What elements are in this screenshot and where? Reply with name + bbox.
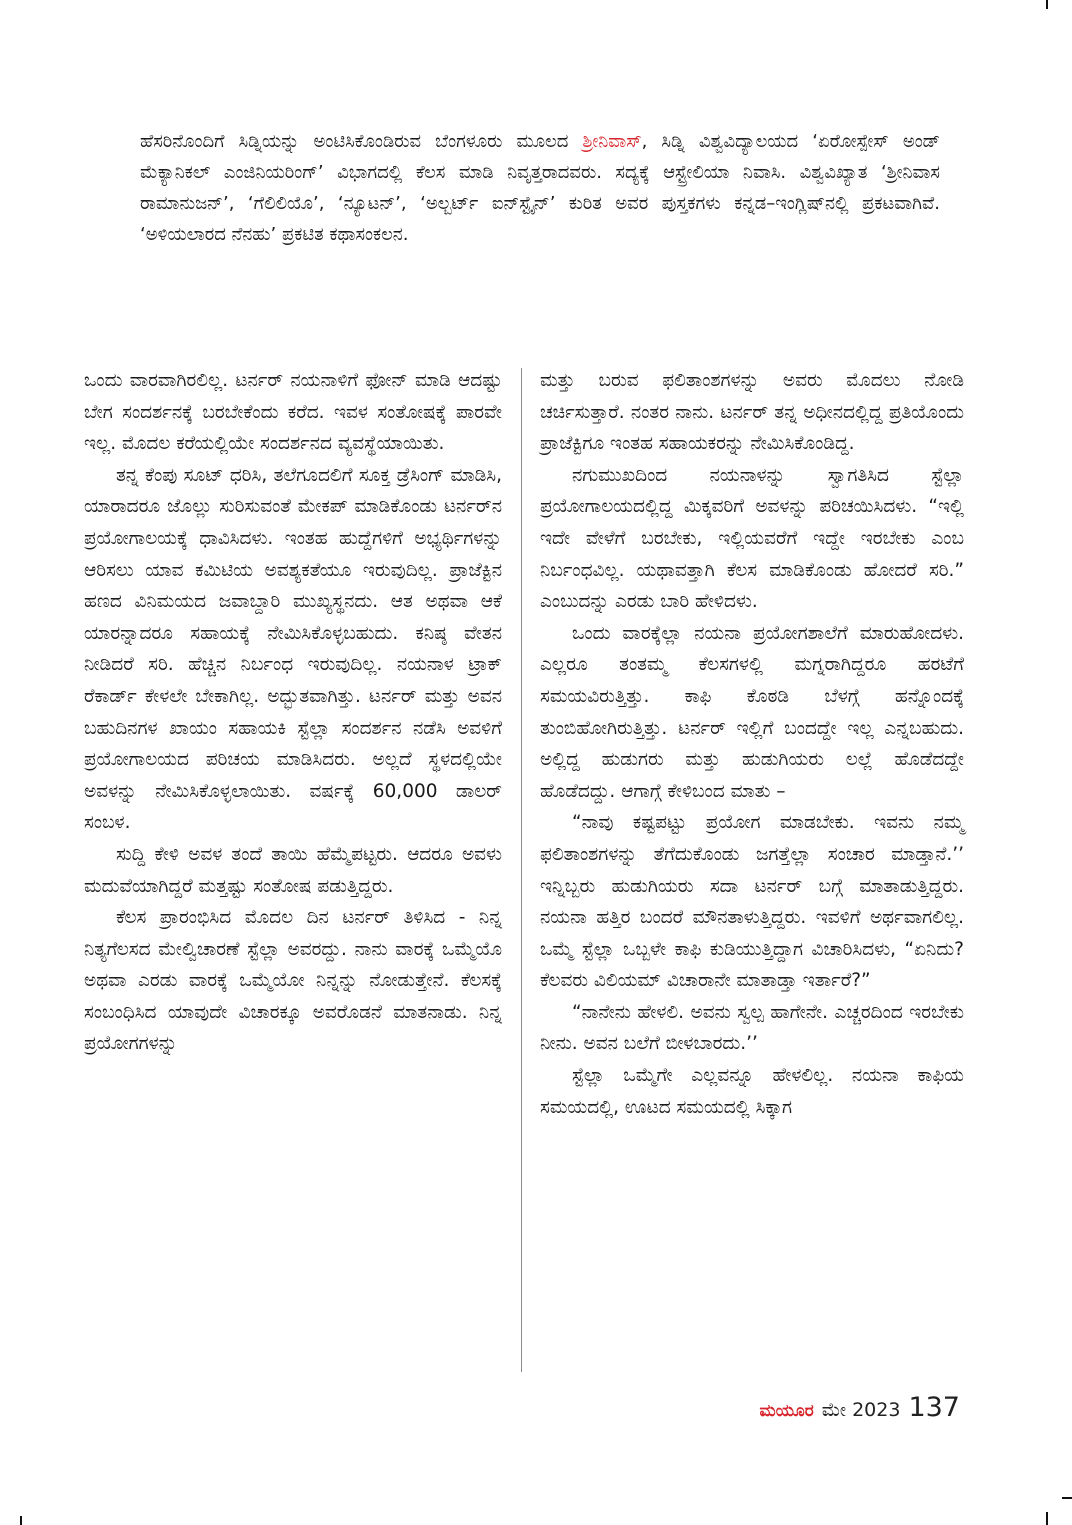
story-column-left xyxy=(84,365,502,1060)
crop-mark-bottom-right-v xyxy=(1046,1512,1048,1525)
magazine-logo: ಮಯೂರ xyxy=(759,1401,814,1421)
paragraph: “ನಾನೇನು ಹೇಳಲಿ. ಅವನು ಸ್ವಲ್ಪ ಹಾಗೇನೇ. ಎಚ್ಚರದಿಂದ ಇರಬೇಕು ನೀನು. ಅವನ ಬಲೆಗೆ ಬೀಳಬಾರದು.’’ xyxy=(540,1001,964,1055)
paragraph: ಸ್ಟೆಲ್ಲಾ ಒಮ್ಮೆಗೇ ಎಲ್ಲವನ್ನೂ ಹೇಳಲಿಲ್ಲ. ನಯನಾ ಕಾಫಿಯ ಸಮಯದಲ್ಲಿ, ಊಟದ ಸಮಯದಲ್ಲಿ ಸಿಕ್ಕಾಗ xyxy=(540,1065,964,1118)
paragraph: ಒಂದು ವಾರವಾಗಿರಲಿಲ್ಲ. ಟರ್ನರ್ ನಯನಾಳಿಗೆ ಫೋನ್ ಮಾಡಿ ಆದಷ್ಟು ಬೇಗ ಸಂದರ್ಶನಕ್ಕೆ ಬರಬೇಕೆಂದು ಕರೆದ. ಇವಳ ಸಂತೋಷಕ್ಕೆ ಪಾರವೇ ಇಲ್ಲ. ಮೊದಲ ಕರೆಯಲ್ಲಿಯೇ ಸಂದರ್ಶನದ ವ್ಯವಸ್ಥೆಯಾಯಿತು. xyxy=(84,370,502,455)
story-column-right xyxy=(540,365,964,1123)
paragraph: ನಗುಮುಖದಿಂದ ನಯನಾಳನ್ನು ಸ್ವಾಗತಿಸಿದ ಸ್ಟೆಲ್ಲಾ ಪ್ರಯೋಗಾಲಯದಲ್ಲಿದ್ದ ಮಿಕ್ಕವರಿಗೆ ಅವಳನ್ನು ಪರಿಚಯಿಸಿದಳು. “ಇಲ್ಲಿ ಇದೇ ವೇಳೆಗೆ ಬರಬೇಕು, ಇಲ್ಲಿಯವರೆಗೆ ಇದ್ದೇ ಇರಬೇಕು ಎಂಬ ನಿರ್ಬಂಧವಿಲ್ಲ. ಯಥಾವತ್ತಾಗಿ ಕೆಲಸ ಮಾಡಿಕೊಂಡು ಹೋದರೆ ಸರಿ.” ಎಂಬುದನ್ನು ಎರಡು ಬಾರಿ ಹೇಳಿದಳು. xyxy=(540,464,964,613)
crop-mark-bottom-left xyxy=(20,1516,22,1525)
crop-mark-top-right xyxy=(1046,0,1048,9)
paragraph: ತನ್ನ ಕೆಂಪು ಸೂಟ್ ಧರಿಸಿ, ತಲೆಗೂದಲಿಗೆ ಸೂಕ್ತ ಡ್ರೆಸಿಂಗ್ ಮಾಡಿಸಿ, ಯಾರಾದರೂ ಜೊಲ್ಲು ಸುರಿಸುವಂತೆ ಮೇಕಪ್ ಮಾಡಿಕೊಂಡು ಟರ್ನರ್‌ನ ಪ್ರಯೋಗಾಲಯಕ್ಕೆ ಧಾವಿಸಿದಳು. ಇಂತಹ ಹುದ್ದೆಗಳಿಗೆ ಅಭ್ಯರ್ಥಿಗಳನ್ನು ಆರಿಸಲು ಯಾವ ಕಮಿಟಿಯ ಅವಶ್ಯಕತೆಯೂ ಇರುವುದಿಲ್ಲ. ಪ್ರಾಜೆಕ್ಟಿನ ಹಣದ ವಿನಿಮಯದ ಜವಾಬ್ದಾರಿ ಮುಖ್ಯಸ್ಥನದು. ಆತ ಅಥವಾ ಆಕೆ ಯಾರನ್ನಾದರೂ ಸಹಾಯಕ್ಕೆ ನೇಮಿಸಿಕೊಳ್ಳಬಹುದು. ಕನಿಷ್ಠ ವೇತನ ನೀಡಿದರೆ ಸರಿ. ಹೆಚ್ಚಿನ ನಿರ್ಬಂಧ ಇರುವುದಿಲ್ಲ. ನಯನಾಳ ಟ್ರಾಕ್ ರೆಕಾರ್ಡ್ ಕೇಳಲೇ ಬೇಕಾಗಿಲ್ಲ. ಅದ್ಭುತವಾಗಿತ್ತು. ಟರ್ನರ್ ಮತ್ತು ಅವನ ಬಹುದಿನಗಳ ಖಾಯಂ ಸಹಾಯಕಿ ಸ್ಟೆಲ್ಲಾ ಸಂದರ್ಶನ ನಡೆಸಿ ಅವಳಿಗೆ ಪ್ರಯೋಗಾಲಯದ ಪರಿಚಯ ಮಾಡಿಸಿದರು. ಅಲ್ಲದೆ ಸ್ಥಳದಲ್ಲಿಯೇ ಅವಳನ್ನು ನೇಮಿಸಿಕೊಳ್ಳಲಾಯಿತು. ವರ್ಷಕ್ಕೆ 60,000 ಡಾಲರ್ ಸಂಬಳ. xyxy=(84,464,502,834)
page-number: 137 xyxy=(908,1392,960,1423)
paragraph: ಮತ್ತು ಬರುವ ಫಲಿತಾಂಶಗಳನ್ನು ಅವರು ಮೊದಲು ನೋಡಿ ಚರ್ಚಿಸುತ್ತಾರೆ. ನಂತರ ನಾನು. ಟರ್ನರ್ ತನ್ನ ಅಧೀನದಲ್ಲಿದ್ದ ಪ್ರತಿಯೊಂದು ಪ್ರಾಜೆಕ್ಟಿಗೂ ಇಂತಹ ಸಹಾಯಕರನ್ನು ನೇಮಿಸಿಕೊಂಡಿದ್ದ. xyxy=(540,370,964,455)
paragraph: ಸುದ್ದಿ ಕೇಳಿ ಅವಳ ತಂದೆ ತಾಯಿ ಹೆಮ್ಮೆಪಟ್ಟರು. ಆದರೂ ಅವಳು ಮದುವೆಯಾಗಿದ್ದರೆ ಮತ್ತಷ್ಟು ಸಂತೋಷ ಪಡುತ್ತಿದ್ದರು. xyxy=(84,843,502,897)
author-name: ಶ್ರೀನಿವಾಸ್ xyxy=(582,131,642,152)
page-footer xyxy=(760,1392,960,1423)
bio-text-start: ಹೆಸರಿನೊಂದಿಗೆ ಸಿಡ್ನಿಯನ್ನು ಅಂಟಿಸಿಕೊಂಡಿರುವ ಬೆಂಗಳೂರು ಮೂಲದ xyxy=(140,131,583,152)
column-divider xyxy=(521,368,522,1372)
paragraph: “ನಾವು ಕಷ್ಟಪಟ್ಟು ಪ್ರಯೋಗ ಮಾಡಬೇಕು. ಇವನು ನಮ್ಮ ಫಲಿತಾಂಶಗಳನ್ನು ತೆಗೆದುಕೊಂಡು ಜಗತ್ತೆಲ್ಲಾ ಸಂಚಾರ ಮಾಡ್ತಾನೆ.’’ ಇನ್ನಿಬ್ಬರು ಹುಡುಗಿಯರು ಸದಾ ಟರ್ನರ್ ಬಗ್ಗೆ ಮಾತಾಡುತ್ತಿದ್ದರು. ನಯನಾ ಹತ್ತಿರ ಬಂದರೆ ಮೌನತಾಳುತ್ತಿದ್ದರು. ಇವಳಿಗೆ ಅರ್ಥವಾಗಲಿಲ್ಲ. ಒಮ್ಮೆ ಸ್ಟೆಲ್ಲಾ ಒಬ್ಬಳೇ ಕಾಫಿ ಕುಡಿಯುತ್ತಿದ್ದಾಗ ವಿಚಾರಿಸಿದಳು, “ಏನಿದು? ಕೆಲವರು ವಿಲಿಯಮ್ ವಿಚಾರಾನೇ ಮಾತಾಡ್ತಾ ಇರ್ತಾರೆ?” xyxy=(540,812,964,992)
bio-text-rest: , ಸಿಡ್ನಿ ವಿಶ್ವವಿದ್ಯಾಲಯದ ‘ಏರೋಸ್ಪೇಸ್ ಅಂಡ್ ಮೆಕ್ಯಾನಿಕಲ್ ಎಂಜಿನಿಯರಿಂಗ್’ ವಿಭಾಗದಲ್ಲಿ ಕೆಲಸ ಮಾಡಿ ನಿವೃತ್ತರಾದವರು. ಸದ್ಯಕ್ಕೆ ಆಸ್ಟ್ರೇಲಿಯಾ ನಿವಾಸಿ. ವಿಶ್ವವಿಖ್ಯಾತ ‘ಶ್ರೀನಿವಾಸ ರಾಮಾನುಜನ್’, ‘ಗೆಲಿಲಿಯೊ’, ‘ನ್ಯೂಟನ್’, ‘ಅಲ್ಬರ್ಟ್ ಐನ್‌ಸ್ಟೈನ್’ ಕುರಿತ ಅವರ ಪುಸ್ತಕಗಳು ಕನ್ನಡ–ಇಂಗ್ಲಿಷ್‌ನಲ್ಲಿ ಪ್ರಕಟವಾಗಿವೆ. ‘ಅಳಿಯಲಾರದ ನೆನಹು’ ಪ್ರಕಟಿತ ಕಥಾಸಂಕಲನ. xyxy=(140,131,940,245)
paragraph: ಒಂದು ವಾರಕ್ಕೆಲ್ಲಾ ನಯನಾ ಪ್ರಯೋಗಶಾಲೆಗೆ ಮಾರುಹೋದಳು. ಎಲ್ಲರೂ ತಂತಮ್ಮ ಕೆಲಸಗಳಲ್ಲಿ ಮಗ್ನರಾಗಿದ್ದರೂ ಹರಟೆಗೆ ಸಮಯವಿರುತ್ತಿತ್ತು. ಕಾಫಿ ಕೊಠಡಿ ಬೆಳಗ್ಗೆ ಹನ್ನೊಂದಕ್ಕೆ ತುಂಬಿಹೋಗಿರುತ್ತಿತ್ತು. ಟರ್ನರ್ ಇಲ್ಲಿಗೆ ಬಂದದ್ದೇ ಇಲ್ಲ ಎನ್ನಬಹುದು. ಅಲ್ಲಿದ್ದ ಹುಡುಗರು ಮತ್ತು ಹುಡುಗಿಯರು ಲಲ್ಲೆ ಹೊಡೆದದ್ದೇ ಹೊಡೆದದ್ದು. ಆಗಾಗ್ಗೆ ಕೇಳಿಬಂದ ಮಾತು – xyxy=(540,622,964,802)
author-bio xyxy=(140,126,940,250)
paragraph: ಕೆಲಸ ಪ್ರಾರಂಭಿಸಿದ ಮೊದಲ ದಿನ ಟರ್ನರ್ ತಿಳಿಸಿದ - ನಿನ್ನ ನಿತ್ಯಗೆಲಸದ ಮೇಲ್ವಿಚಾರಣೆ ಸ್ಟೆಲ್ಲಾ ಅವರದ್ದು. ನಾನು ವಾರಕ್ಕೆ ಒಮ್ಮೆಯೊ ಅಥವಾ ಎರಡು ವಾರಕ್ಕೆ ಒಮ್ಮೆಯೋ ನಿನ್ನನ್ನು ನೋಡುತ್ತೇನೆ. ಕೆಲಸಕ್ಕೆ ಸಂಬಂಧಿಸಿದ ಯಾವುದೇ ವಿಚಾರಕ್ಕೂ ಅವರೊಡನೆ ಮಾತನಾಡು. ನಿನ್ನ ಪ್ರಯೋಗಗಳನ್ನು xyxy=(84,907,502,1055)
crop-mark-bottom-right-h xyxy=(1062,1497,1072,1499)
issue-date: ಮೇ 2023 xyxy=(821,1399,901,1421)
